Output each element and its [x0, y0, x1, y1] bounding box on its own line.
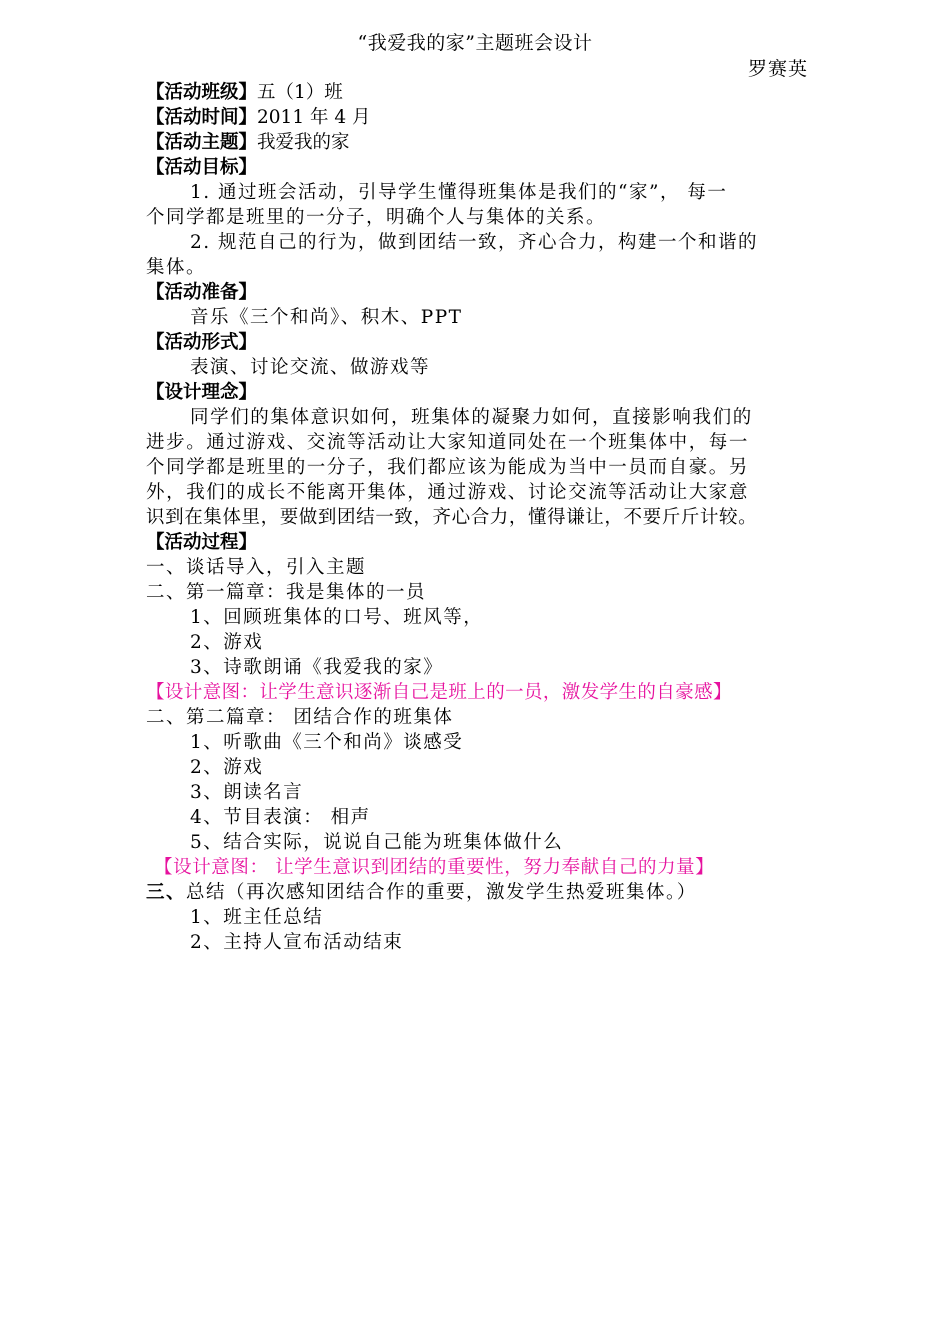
process-step-2-item-1: 1、回顾班集体的口号、班风等， [190, 607, 484, 628]
process-step-3-item-3: 3、朗读名言 [190, 782, 304, 803]
concept-line-3: 个同学都是班里的一分子，我们都应该为能成为当中一员而自豪。另 [146, 457, 750, 478]
field-theme-label: 【活动主题】 [146, 132, 258, 153]
goal-2-line-1: 2. 规范自己的行为，做到团结一致，齐心合力，构建一个和谐的 [190, 232, 759, 253]
process-step-3-item-5: 5、结合实际，说说自己能为班集体做什么 [190, 832, 564, 853]
section-prep-heading [146, 280, 810, 305]
process-step-3-item-2: 2、游戏 [190, 757, 264, 778]
prep-label: 【活动准备】 [146, 282, 258, 303]
process-label: 【活动过程】 [146, 532, 258, 553]
process-step-4-number: 三、 [146, 882, 187, 903]
concept-label: 【设计理念】 [146, 382, 258, 403]
field-time-label: 【活动时间】 [146, 107, 258, 128]
process-step-4-item-1: 1、班主任总结 [190, 907, 324, 928]
concept-line-2: 进步。通过游戏、交流等活动让大家知道同处在一个班集体中，每一 [146, 432, 750, 453]
field-class-value: 五（1）班 [257, 82, 343, 103]
goal-1-line-2: 个同学都是班里的一分子，明确个人与集体的关系。 [146, 207, 607, 228]
goal-2-line-2: 集体。 [146, 257, 207, 278]
process-step-4-text: 总结（再次感知团结合作的重要，激发学生热爱班集体。） [186, 882, 697, 903]
field-time-value: 2011 年 4 月 [257, 107, 371, 128]
prep-text: 音乐《三个和尚》、积木、PPT [190, 307, 463, 328]
design-intent-1: 【设计意图：让学生意识逐渐自己是班上的一员，激发学生的自豪感】 [146, 682, 732, 703]
field-time [146, 105, 810, 130]
process-step-2-item-2: 2、游戏 [190, 632, 264, 653]
field-class-label: 【活动班级】 [146, 82, 258, 103]
process-step-2-item-3: 3、诗歌朗诵《我爱我的家》 [190, 657, 444, 678]
form-text: 表演、讨论交流、做游戏等 [190, 357, 431, 378]
document-title: “我爱我的家”主题班会设计 [357, 32, 593, 54]
section-goals-heading [146, 155, 810, 180]
field-class [146, 80, 810, 105]
process-step-2-title: 二、第一篇章：我是集体的一员 [146, 582, 427, 603]
document-body [146, 80, 810, 955]
concept-line-5: 识到在集体里，要做到团结一致，齐心合力，懂得谦让，不要斤斤计较。 [146, 507, 758, 528]
form-label: 【活动形式】 [146, 332, 258, 353]
process-step-3-item-4: 4、节目表演： 相声 [190, 807, 371, 828]
process-step-3-item-1: 1、听歌曲《三个和尚》谈感受 [190, 732, 464, 753]
process-step-4-item-2: 2、主持人宣布活动结束 [190, 932, 404, 953]
process-step-1: 一、谈话导入，引入主题 [146, 557, 367, 578]
document-author: 罗赛英 [747, 58, 808, 80]
section-concept-heading [146, 380, 810, 405]
concept-line-4: 外，我们的成长不能离开集体，通过游戏、讨论交流等活动让大家意 [146, 482, 750, 503]
concept-line-1: 同学们的集体意识如何，班集体的凝聚力如何，直接影响我们的 [190, 407, 753, 428]
goal-1-line-1: 1. 通过班会活动，引导学生懂得班集体是我们的“家”， 每一 [190, 182, 728, 203]
field-theme-value: 我爱我的家 [257, 132, 350, 153]
section-process-heading [146, 530, 810, 555]
process-step-3-title: 二、第二篇章： 团结合作的班集体 [146, 707, 454, 728]
section-form-heading [146, 330, 810, 355]
process-step-4 [146, 880, 810, 905]
field-theme [146, 130, 810, 155]
design-intent-2: 【设计意图： 让学生意识到团结的重要性，努力奉献自己的力量】 [154, 857, 715, 878]
goals-label: 【活动目标】 [146, 157, 258, 178]
